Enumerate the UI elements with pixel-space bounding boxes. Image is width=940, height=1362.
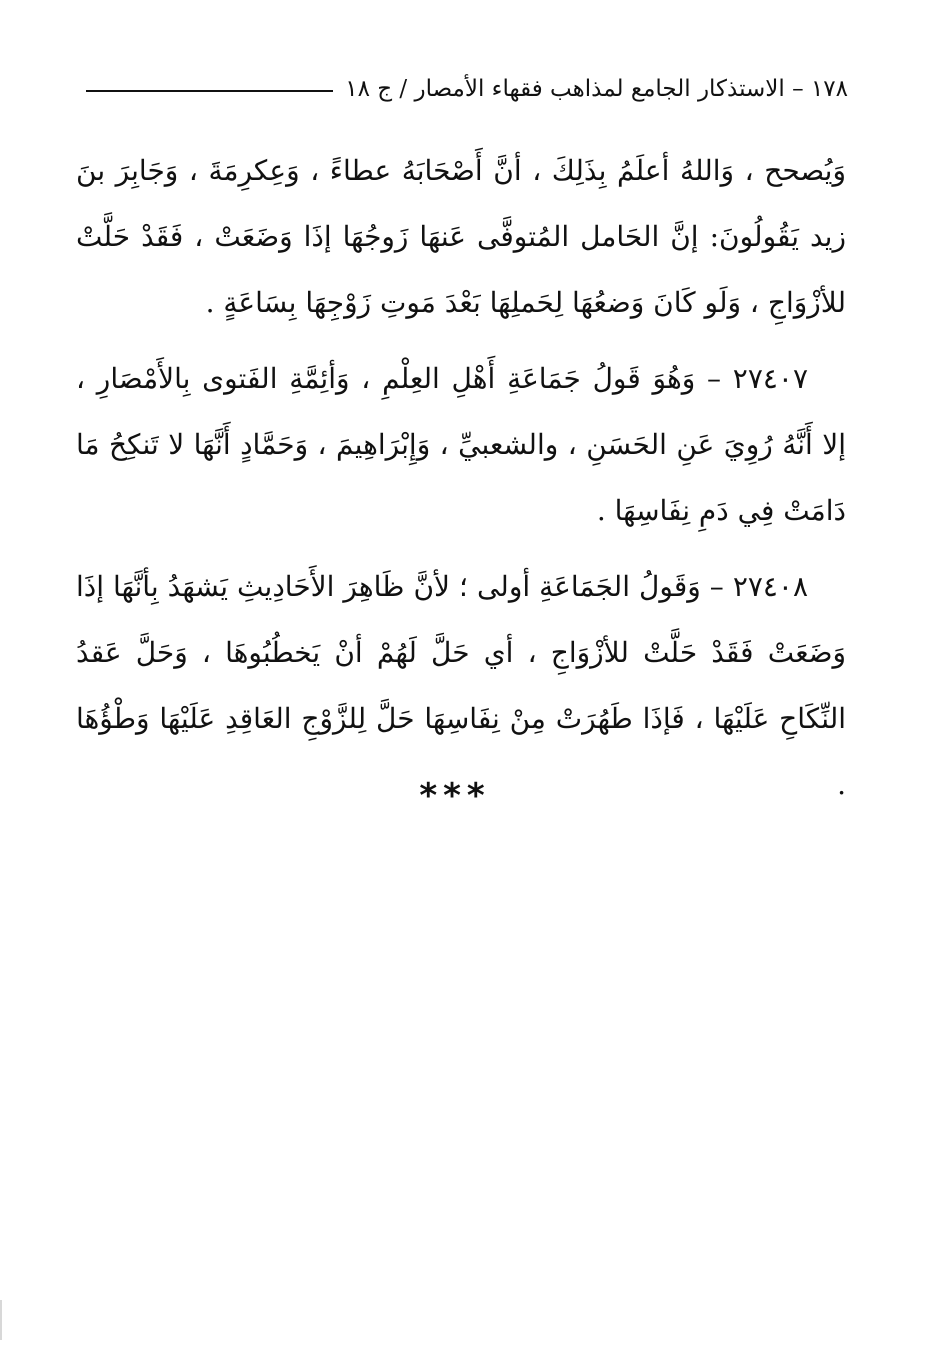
header-title: ١٧٨ – الاستذكار الجامع لمذاهب فقهاء الأمصار / ج ١٨	[345, 76, 848, 102]
header-rule	[86, 90, 333, 92]
body-text	[76, 138, 846, 818]
paragraph-continuation: وَيُصحح ، وَاللهُ أعلَمُ بِذَلِكَ ، أنَّ أَصْحَابَهُ عطاءً ، وَعِكرِمَةَ ، وَجَابِرَ بنَ زيد يَقُولُونَ: إنَّ الحَامل المُتوفَّى عَنهَا زَوجُهَا إذَا وَضَعَتْ ، فَقَدْ حَلَّتْ للأزْوَاجِ ، وَلَو كَانَ وَضعُهَا لِحَملِهَا بَعْدَ مَوتِ زَوْجِهَا بِسَاعَةٍ .	[76, 154, 846, 319]
scan-edge-mark	[0, 1300, 2, 1340]
paragraph-27407: ٢٧٤٠٧ – وَهُوَ قَولُ جَمَاعَةِ أَهْلِ العِلْمِ ، وَأئِمَّةِ الفَتوى بِالأَمْصَارِ ، إلا أَنَّهُ رُوِيَ عَنِ الحَسَنِ ، والشعبيِّ ، وَإِبْرَاهِيمَ ، وَحَمَّادٍ أَنَّهَا لا تَنكِحُ مَا دَامَتْ فِي دَمِ نِفَاسِهَا .	[76, 362, 846, 527]
running-header	[86, 72, 848, 106]
section-separator: ***	[419, 776, 491, 816]
paragraph-27408: ٢٧٤٠٨ – وَقَولُ الجَمَاعَةِ أولى ؛ لأنَّ ظَاهِرَ الأَحَادِيثِ يَشهَدُ بِأنَّهَا إذَا وَضَعَتْ فَقَدْ حَلَّتْ للأزْوَاجِ ، أي حَلَّ لَهُمْ أنْ يَخطُبُوهَا ، وَحَلَّ عَقدُ النِّكَاحِ عَلَيْهَا ، فَإذَا طَهُرَتْ مِنْ نِفَاسِهَا حَلَّ لِلزَّوْجِ العَاقِدِ عَلَيْهَا وَطْؤُهَا .	[76, 570, 846, 801]
